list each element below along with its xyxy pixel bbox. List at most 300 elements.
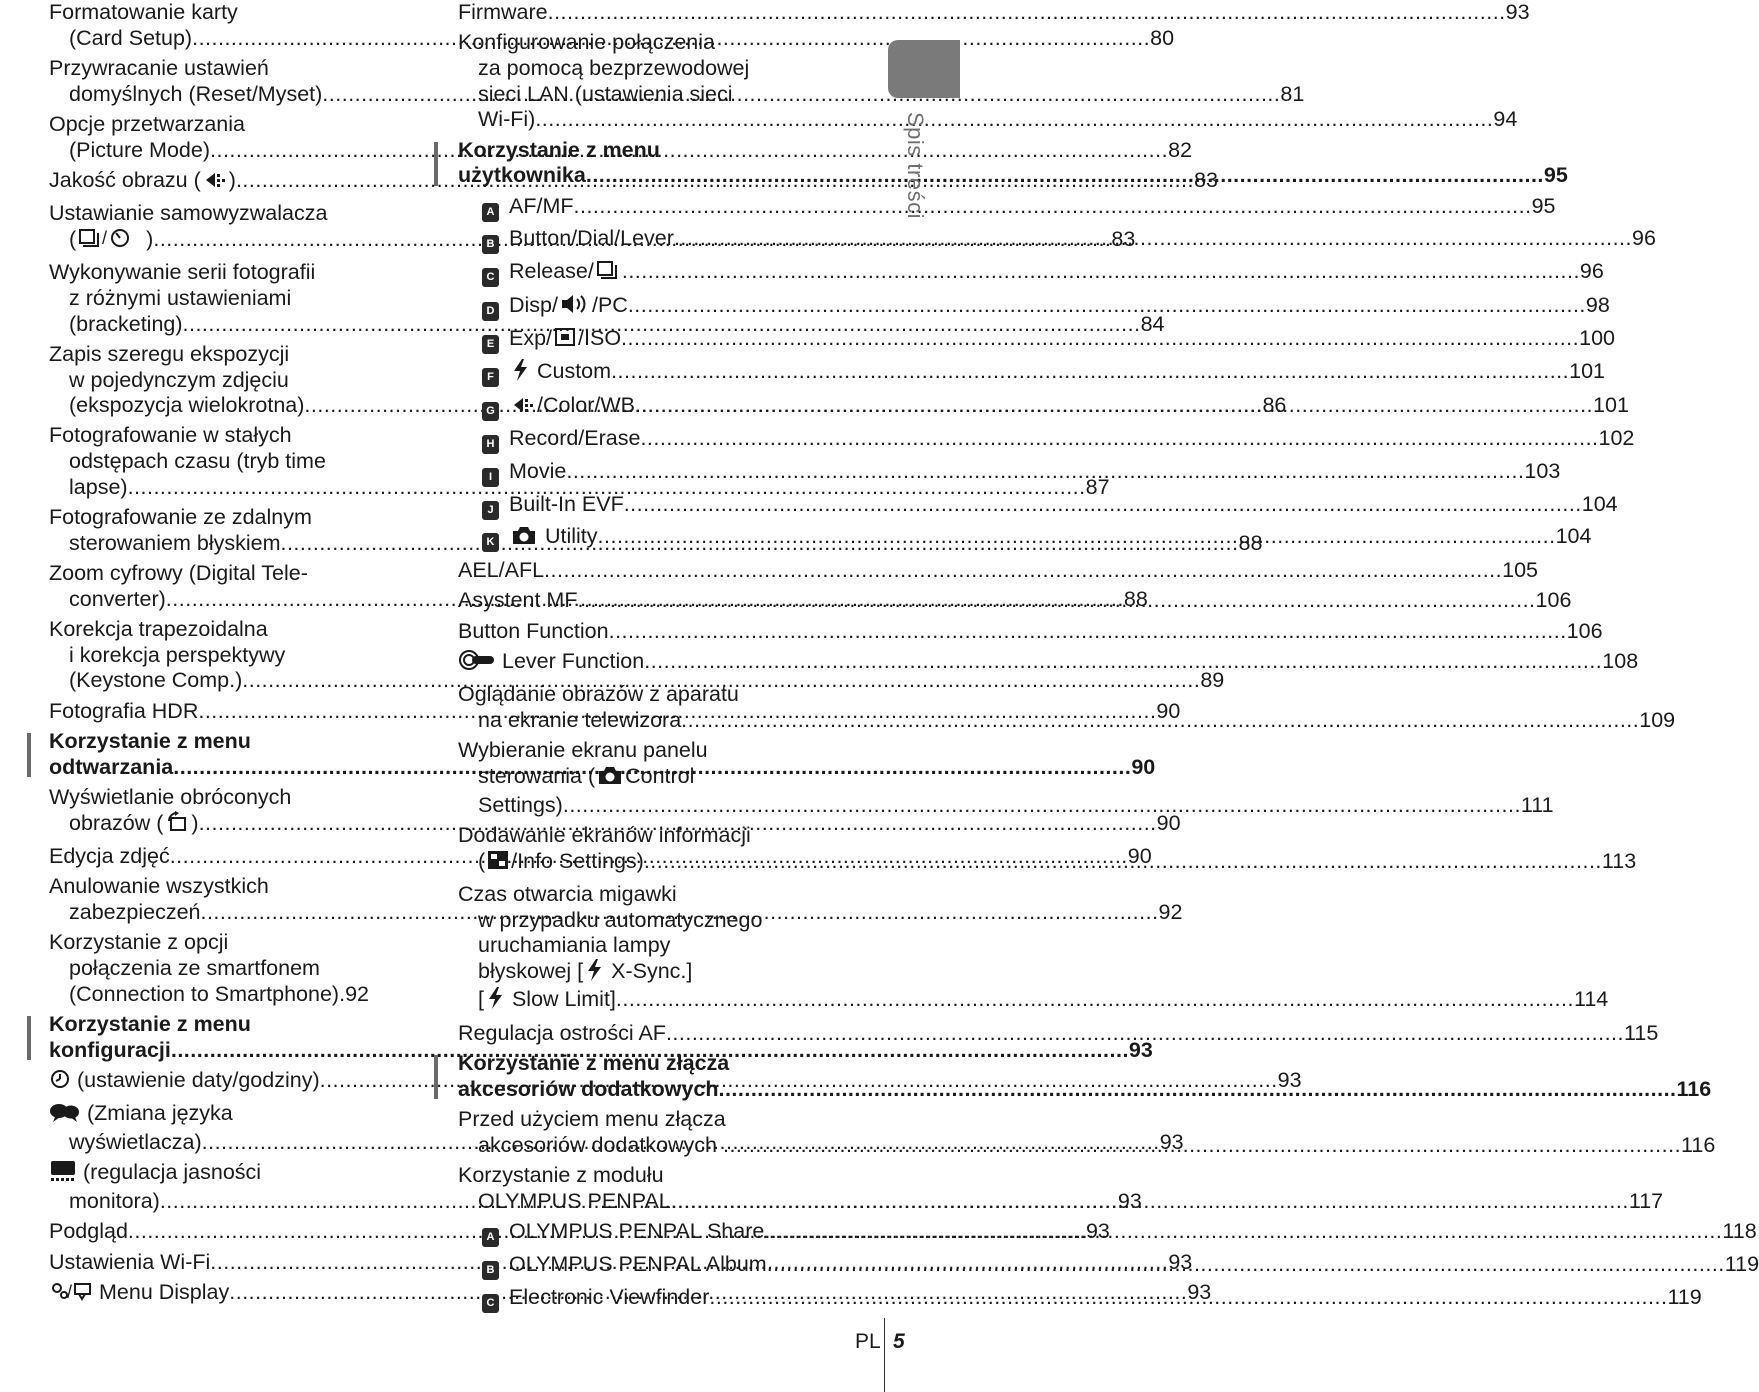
dot-leader	[640, 426, 1598, 450]
page-ref: 114	[1573, 987, 1609, 1012]
page-ref: 105	[1502, 557, 1538, 582]
toc-entry-line	[458, 987, 1609, 1016]
toc-entry-line	[482, 259, 1604, 288]
page-ref: 93	[1505, 0, 1530, 24]
toc-entry-title	[482, 426, 640, 450]
dot-leader	[681, 708, 1639, 732]
page-ref: 119	[1667, 1284, 1702, 1309]
dot-leader	[767, 1249, 1725, 1276]
dot-leader	[548, 0, 1506, 24]
toc-entry-line: Czas otwarcia migawki	[458, 881, 677, 906]
toc-entry-text: )	[191, 810, 199, 835]
toc-entry-line	[482, 292, 1610, 322]
dot-leader	[621, 326, 1579, 350]
metering-icon	[554, 326, 576, 355]
toc-entry-title	[482, 1285, 709, 1309]
toc-entry-text: /Info Settings)	[511, 848, 644, 873]
toc-entry-text: konfiguracji	[49, 1037, 171, 1062]
page-ref: 102	[1598, 426, 1635, 451]
toc-entry[interactable]	[458, 618, 1603, 645]
dot-leader	[709, 1285, 1667, 1309]
camera-icon	[511, 524, 537, 553]
lever-icon	[458, 649, 496, 678]
toc-entry-title	[482, 226, 674, 250]
toc-entry-line: Dodawanie ekranów informacji	[458, 823, 751, 847]
toc-entry-text: (Card Setup)	[69, 25, 193, 50]
page-ref: 94	[1493, 107, 1518, 132]
page-ref: 119	[1724, 1251, 1759, 1276]
toc-entry-text: Slow Limit]	[505, 987, 616, 1012]
toc-entry-line	[458, 792, 1554, 819]
chapter-tab	[888, 40, 960, 98]
dot-leader	[674, 226, 1632, 250]
toc-entry-line	[49, 668, 1225, 694]
clock-icon	[49, 1068, 71, 1097]
toc-entry-line: Formatowanie karty	[49, 0, 238, 24]
page-ref: 88	[1238, 530, 1263, 555]
page-ref: 106	[1566, 618, 1603, 643]
toc-entry-text: AEL/AFL	[458, 557, 545, 582]
toc-entry-text: Exp/	[509, 325, 553, 350]
dot-leader	[666, 1021, 1624, 1045]
page-ref: 104	[1555, 524, 1592, 549]
page-ref: 101	[1593, 392, 1629, 417]
toc-entry-line	[49, 1101, 395, 1130]
toc-entry-title	[482, 293, 628, 317]
toc-entry-title	[458, 558, 544, 582]
toc-entry-line: Korzystanie z modułu	[458, 1163, 664, 1188]
toc-entry-title	[69, 811, 199, 835]
toc-entry-text: sterowaniem błyskiem	[69, 530, 281, 555]
page-ref: 93	[1168, 1249, 1193, 1274]
toc-entry-title	[69, 393, 304, 417]
toc-entry-text: OLYMPUS PENPAL	[478, 1188, 671, 1213]
svg-text:/: /	[67, 1282, 73, 1303]
page-ref: 93	[1277, 1067, 1302, 1092]
toc-entry-line	[458, 959, 830, 988]
toc-entry-title	[482, 459, 566, 483]
toc-entry-text: Lever Function	[502, 649, 645, 674]
page-ref: 83	[1111, 226, 1136, 251]
page-ref: 92	[345, 981, 369, 1006]
toc-entry-title	[69, 227, 153, 251]
toc-entry-title	[458, 588, 577, 612]
toc-subitem[interactable]	[458, 325, 1615, 355]
dot-leader	[586, 163, 1544, 187]
page-ref: 106	[1535, 588, 1572, 613]
toc-entry-text: Record/Erase	[509, 426, 641, 451]
entry-text-part: sterowania (	[478, 764, 596, 789]
toc-entry-title	[49, 699, 198, 723]
toc-entry-line	[458, 557, 1538, 584]
toc-entry-text: (bracketing)	[69, 311, 183, 336]
dot-leader	[535, 107, 1493, 131]
dot-leader	[611, 359, 1569, 383]
toc-subitem[interactable]	[458, 292, 1610, 322]
flash-icon	[486, 987, 504, 1016]
toc-entry-title	[458, 0, 548, 24]
toc-entry-text: odtwarzania	[49, 754, 174, 779]
toc-entry-line	[458, 0, 1530, 26]
toc-entry-text: lapse)	[69, 474, 128, 499]
toc-entry-line: Oglądanie obrazów z aparatu	[458, 682, 739, 707]
toc-entry-text: zabezpieczeń	[69, 899, 201, 924]
toc-entry[interactable]	[458, 557, 1538, 584]
flash-icon	[511, 359, 529, 388]
page-ref: 93	[1187, 1280, 1212, 1305]
chapter-label-text: Spis treści	[903, 112, 928, 219]
toc-entry-text: (	[69, 226, 77, 251]
toc-entry-text: /Color/WB	[537, 392, 635, 417]
page-ref: 90	[1131, 754, 1156, 779]
toc-entry-line	[458, 107, 1518, 133]
toc-entry-line: Konfigurowanie połączenia	[458, 30, 715, 55]
toc-subitem[interactable]	[458, 426, 1635, 454]
toc-entry-text: akcesoriów dodatkowych	[478, 1132, 723, 1157]
toc-entry-title	[49, 755, 173, 779]
page-ref: 115	[1624, 1020, 1659, 1045]
toc-entry-title	[49, 1068, 320, 1092]
toc-entry-text: Disp/	[509, 292, 558, 317]
toc-entry-line: odstępach czasu (tryb time	[69, 449, 326, 474]
toc-entry-text: Settings)	[478, 792, 563, 817]
toc-entry-text: Ustawienia Wi-Fi	[49, 1249, 211, 1274]
toc-entry[interactable]	[458, 1020, 1659, 1047]
dot-leader	[644, 649, 1602, 673]
camera-icon	[597, 764, 623, 793]
drive-timer-icon	[78, 227, 144, 256]
toc-entry-title	[478, 1133, 723, 1157]
toc-entry-text: (Connection to Smartphone).	[69, 981, 346, 1006]
dot-leader	[574, 194, 1532, 218]
toc-entry-text: Movie	[509, 458, 567, 483]
dot-leader	[598, 524, 1556, 548]
toc-entry-title	[458, 649, 644, 673]
toc-entry-title	[482, 194, 574, 218]
toc-entry-line: z różnymi ustawieniami	[69, 285, 292, 310]
toc-entry-text: converter)	[69, 586, 166, 611]
toc-entry-text: użytkownika	[458, 163, 586, 188]
submenu-badge-icon: C	[482, 1294, 499, 1313]
toc-entry-line	[482, 325, 1615, 355]
toc-entry-text: OLYMPUS PENPAL Share	[509, 1219, 765, 1244]
dot-leader	[644, 849, 1602, 873]
toc-subitem[interactable]	[458, 193, 1556, 222]
toc-entry[interactable]	[49, 930, 395, 1007]
page-ref: 93	[1085, 1219, 1110, 1244]
page-ref: 113	[1601, 848, 1637, 873]
page-ref: 95	[1543, 163, 1568, 188]
toc-entry-text: akcesoriów dodatkowych	[458, 1076, 719, 1101]
dot-leader	[563, 793, 1521, 817]
toc-entry-title	[478, 708, 681, 732]
page-ref: 93	[1117, 1188, 1142, 1213]
toc-entry-line	[482, 426, 1635, 454]
page-ref: 92	[1158, 899, 1183, 924]
toc-entry-title	[69, 1130, 202, 1154]
dot-leader	[544, 558, 1502, 582]
dot-leader	[577, 588, 1535, 612]
page-ref: 109	[1639, 708, 1676, 733]
submenu-badge-icon: I	[482, 468, 499, 487]
flash-icon	[585, 959, 603, 988]
image-quality-icon	[203, 170, 227, 197]
page-ref: 86	[1262, 393, 1287, 418]
toc-entry-line	[458, 1020, 1659, 1047]
dot-leader	[616, 987, 1574, 1011]
rotate-icon	[165, 811, 189, 840]
toc-entry-title	[482, 492, 624, 516]
toc-entry-line: Przed użyciem menu złącza	[458, 1107, 726, 1132]
toc-entry-title	[69, 587, 166, 611]
toc-entry-line	[458, 649, 1639, 678]
dot-leader	[723, 1133, 1681, 1157]
toc-entry-text: )	[228, 167, 236, 192]
toc-entry-text: domyślnych (Reset/Myset)	[69, 81, 323, 106]
footer-divider	[884, 1318, 885, 1392]
toc-entry-line: Anulowanie wszystkich	[49, 874, 269, 899]
toc-entry-text: /ISO	[578, 325, 622, 350]
chapter-label	[898, 112, 930, 252]
toc-entry-line: Wykonywanie serii fotografii	[49, 260, 316, 285]
toc-entry-title	[49, 1250, 210, 1274]
toc-entry-title	[69, 82, 322, 106]
submenu-badge-icon: D	[482, 302, 499, 321]
toc-entry-title	[482, 359, 611, 383]
toc-entry-text: Electronic Viewfinder	[509, 1284, 710, 1309]
toc-entry-line: Przywracanie ustawień	[49, 55, 269, 80]
toc-entry-text: Built-In EVF	[509, 491, 624, 516]
toc-entry-title	[482, 393, 635, 417]
toc-entry-title	[478, 987, 616, 1011]
page-ref: 89	[1200, 668, 1225, 693]
toc-entry-text: (	[478, 848, 486, 873]
toc-entry-line	[482, 193, 1556, 222]
info-grid-icon	[487, 849, 509, 878]
toc-entry[interactable]	[458, 649, 1639, 678]
toc-entry-line: w przypadku automatycznego	[478, 907, 763, 932]
page-ref: 111	[1520, 792, 1554, 817]
toc-entry-text: [	[478, 987, 484, 1012]
page-ref: 84	[1140, 311, 1165, 336]
toc-entry-text: (Zmiana języka	[87, 1101, 233, 1126]
toc-entry-title	[482, 1252, 767, 1276]
dot-leader	[671, 1189, 1629, 1213]
toc-entry-text: Release/	[509, 259, 594, 284]
page-ref: 96	[1632, 226, 1656, 251]
toc-entry-line: Korzystanie z menu	[49, 729, 251, 753]
toc-entry-text: (ustawienie daty/godziny)	[77, 1067, 320, 1092]
toc-entry-line: sieci LAN (ustawienia sieci	[478, 81, 733, 106]
toc-entry-title	[478, 1189, 671, 1213]
toc-entry-line: Korzystanie z menu	[49, 1011, 251, 1036]
toc-entry-title	[478, 107, 535, 131]
page-ref: 90	[1127, 843, 1152, 868]
toc-entry-title	[69, 900, 200, 924]
toc-entry-title	[458, 163, 586, 187]
toc-entry-text: (Keystone Comp.)	[69, 668, 243, 693]
page-ref: 95	[1531, 193, 1556, 218]
toc-entry-text: Custom	[531, 359, 612, 384]
toc-entry-title	[69, 138, 210, 162]
toc-entry-text: wyświetlacza)	[69, 1129, 202, 1154]
svg-text:/: /	[102, 227, 108, 248]
toc-entry-title	[478, 849, 644, 873]
toc-entry-text: (ekspozycja wielokrotna)	[69, 393, 305, 418]
toc-entry-line	[49, 982, 395, 1008]
dot-leader	[566, 459, 1524, 483]
toc-entry-title	[458, 1021, 666, 1045]
entry-text-part: X-Sync.]	[605, 958, 693, 983]
toc-entry-text: )	[146, 226, 154, 251]
page-ref: 117	[1628, 1188, 1664, 1213]
toc-entry-text: Firmware	[458, 0, 548, 24]
toc-entry-text: monitora)	[69, 1188, 160, 1213]
page-ref: 118	[1722, 1219, 1757, 1244]
sound-icon	[560, 293, 590, 322]
toc-entry-title	[69, 475, 128, 499]
toc-entry-text: obrazów (	[69, 810, 164, 835]
page-ref: 116	[1676, 1076, 1712, 1101]
toc-entry-line: Korzystanie z menu złącza	[458, 1051, 730, 1076]
page-ref: 88	[1123, 586, 1148, 611]
submenu-badge-icon: A	[482, 203, 499, 222]
dot-leader	[624, 492, 1582, 516]
submenu-badge-icon: F	[482, 368, 499, 387]
toc-entry-title	[69, 668, 242, 692]
toc-entry-line: Ustawianie samowyzwalacza	[49, 201, 328, 226]
toc-entry-line: uruchamiania lampy	[478, 933, 671, 958]
toc-entry-line: i korekcja perspektywy	[69, 642, 286, 667]
toc-entry-text: Fotografia HDR	[49, 698, 199, 723]
dot-leader	[628, 293, 1586, 317]
page-ref: 80	[1150, 25, 1175, 50]
page-number: 5	[893, 1330, 905, 1353]
toc-entry-text: Jakość obrazu (	[49, 167, 201, 192]
toc-entry-line: Wyświetlanie obróconych	[49, 784, 292, 809]
toc-entry-text: Button/Dial/Lever	[509, 226, 674, 251]
toc-entry-line: Fotografowanie w stałych	[49, 423, 292, 448]
entry-text-part: błyskowej [	[478, 958, 584, 983]
dot-leader	[609, 619, 1567, 643]
toc-entry-title	[482, 524, 598, 548]
submenu-badge-icon: H	[482, 435, 499, 454]
toc-entry-text: /PC	[591, 292, 628, 317]
toc-subitem[interactable]	[458, 491, 1618, 520]
toc-entry-title	[482, 326, 621, 350]
toc-entry-title	[458, 619, 609, 643]
page-ref: 108	[1602, 649, 1639, 674]
toc-entry-title	[49, 168, 236, 192]
page-ref: 90	[1156, 810, 1181, 835]
monitor-brightness-icon	[49, 1160, 77, 1189]
footer-language: PL	[855, 1330, 881, 1353]
page-ref: 101	[1569, 359, 1605, 384]
image-quality-icon	[511, 395, 535, 422]
page-ref: 90	[1156, 698, 1181, 723]
toc-entry-text: OLYMPUS PENPAL Album	[509, 1251, 767, 1276]
page-ref: 96	[1579, 259, 1604, 284]
gear-menu-icon	[49, 1280, 93, 1309]
toc-entry-title	[49, 1038, 171, 1062]
toc-entry-line	[458, 764, 830, 793]
toc-entry-text: Menu Display	[99, 1280, 230, 1305]
toc-entry-text: Podgląd	[49, 1219, 128, 1244]
toc-entry-text: Regulacja ostrości AF	[458, 1020, 666, 1045]
submenu-badge-icon: B	[482, 235, 499, 254]
toc-entry-title	[69, 312, 183, 336]
submenu-badge-icon: K	[482, 533, 499, 552]
toc-entry-title	[458, 1077, 718, 1101]
page-ref: 82	[1168, 137, 1192, 162]
toc-entry-line: Zapis szeregu ekspozycji	[49, 341, 290, 366]
page-ref: 98	[1585, 292, 1610, 317]
submenu-badge-icon: B	[482, 1261, 499, 1280]
toc-entry-line	[458, 618, 1603, 645]
page-ref: 103	[1524, 458, 1561, 483]
toc-subitem[interactable]	[458, 259, 1604, 288]
toc-entry-line: Opcje przetwarzania	[49, 111, 245, 136]
page-ref: 81	[1280, 81, 1305, 106]
submenu-badge-icon: G	[482, 402, 499, 421]
entry-text-part: Control	[625, 764, 695, 789]
page-ref: 100	[1579, 325, 1615, 350]
toc-entry-line: Wybieranie ekranu panelu	[458, 738, 708, 763]
toc-entry-title	[478, 793, 563, 817]
language-icon	[49, 1101, 81, 1130]
toc-entry-title	[69, 1189, 160, 1213]
submenu-badge-icon: C	[482, 268, 499, 287]
toc-entry-text: AF/MF	[509, 193, 574, 218]
toc-entry[interactable]	[458, 0, 1530, 26]
submenu-badge-icon: E	[482, 335, 499, 354]
toc-subitem[interactable]	[458, 359, 1605, 388]
toc-entry-line: Korekcja trapezoidalna	[49, 617, 268, 642]
toc-entry-title	[69, 531, 280, 555]
dot-leader	[622, 259, 1580, 283]
submenu-badge-icon: A	[482, 1228, 499, 1247]
toc-entry-title	[69, 982, 345, 1006]
toc-entry-line: Korzystanie z opcji	[49, 930, 229, 955]
toc-entry-text: Utility	[539, 524, 598, 549]
toc-entry-text: (Picture Mode)	[69, 137, 210, 162]
drive-icon	[596, 259, 620, 288]
page-ref: 83	[1194, 167, 1218, 192]
toc-entry-line	[49, 474, 1110, 501]
toc-entry-title	[482, 259, 622, 283]
toc-entry-line	[482, 359, 1605, 388]
dot-leader	[635, 393, 1593, 417]
toc-entry-line: Zoom cyfrowy (Digital Tele-	[49, 561, 308, 586]
page-ref: 116	[1681, 1132, 1716, 1157]
toc-entry-title	[482, 1219, 764, 1243]
toc-entry-text: na ekranie telewizora	[478, 708, 682, 733]
dot-leader	[764, 1219, 1722, 1243]
toc-entry-line: Fotografowanie ze zdalnym	[49, 505, 312, 530]
dot-leader	[718, 1077, 1676, 1101]
toc-entry-text: Wi-Fi)	[478, 107, 536, 132]
toc-entry-line	[49, 1160, 395, 1189]
toc-entry-line: za pomocą bezprzewodowej	[478, 55, 750, 80]
page-ref: 93	[1128, 1037, 1153, 1062]
toc-entry-title	[69, 26, 192, 50]
toc-entry-line	[482, 491, 1618, 520]
page-ref: 87	[1085, 474, 1110, 499]
toc-entry-title	[49, 844, 170, 868]
toc-entry-line: połączenia ze smartfonem	[69, 955, 320, 980]
page-ref: 93	[1159, 1129, 1184, 1154]
toc-entry-line: w pojedynczym zdjęciu	[69, 367, 289, 392]
